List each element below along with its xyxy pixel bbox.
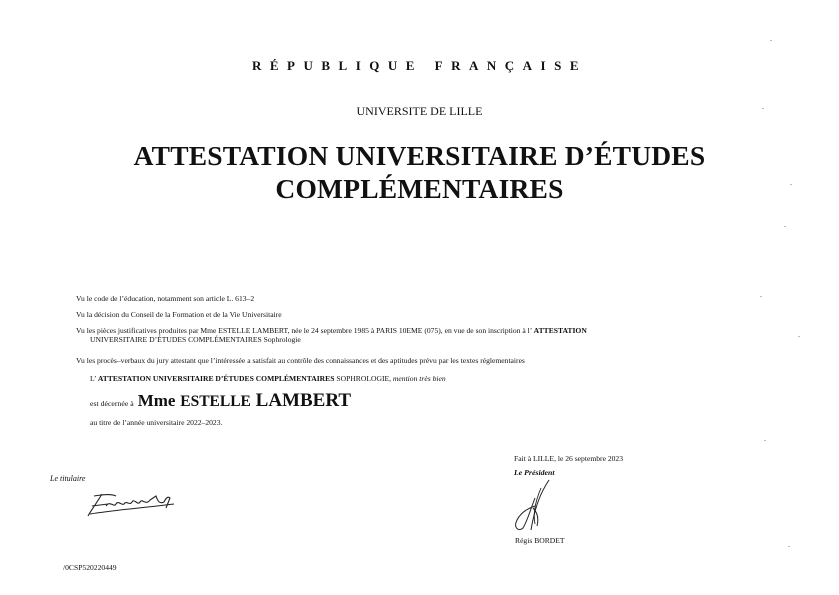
consideration-line-2: Vu la décision du Conseil de la Formation et de la Vie Universitaire — [76, 310, 282, 319]
consideration-line-3b: UNIVERSITAIRE D’ÉTUDES COMPLÉMENTAIRES Sophrologie — [90, 335, 301, 344]
scan-speck — [790, 184, 792, 185]
recipient-civility: Mme — [137, 391, 176, 410]
academic-year: au titre de l’année universitaire 2022–2023. — [90, 418, 223, 427]
consideration-line-3 — [76, 326, 587, 335]
president-label: Le Président — [514, 468, 555, 477]
recipient-last-name: LAMBERT — [255, 390, 352, 411]
university-name: UNIVERSITE DE LILLE — [356, 104, 483, 118]
scan-speck — [784, 226, 786, 227]
president-name: Régis BORDET — [515, 536, 565, 545]
scan-speck — [760, 296, 762, 297]
titulaire-label: Le titulaire — [50, 474, 86, 483]
scan-speck — [798, 336, 800, 337]
consideration-line-1: Vu le code de l’éducation, notamment son article L. 613–2 — [76, 294, 255, 303]
consideration-line-3-bold: ATTESTATION — [533, 326, 587, 335]
award-recipient-line — [90, 390, 351, 412]
republique-heading: RÉPUBLIQUE FRANÇAISE — [251, 58, 588, 73]
fait-a-lille: Fait à LILLE, le 26 septembre 2023 — [514, 454, 624, 463]
scan-speck — [770, 40, 772, 41]
scan-speck — [762, 108, 764, 109]
consideration-line-4: Vu les procès–verbaux du jury attestant que l’intéressée a satisfait au contrôle des connaissances et des aptitudes prévu par les textes réglementaires — [76, 356, 525, 365]
recipient-name — [138, 390, 351, 411]
award-speciality: SOPHROLOGIE, — [336, 374, 392, 383]
award-prefix: L’ — [90, 374, 96, 383]
decernee-label: est décernée à — [90, 399, 134, 408]
award-mention: mention très bien — [392, 374, 446, 383]
scan-speck — [764, 440, 766, 441]
titulaire-signature — [86, 486, 176, 520]
award-diploma: ATTESTATION UNIVERSITAIRE D’ÉTUDES COMPLÉMENTAIRES — [97, 374, 335, 383]
title-line-1: ATTESTATION UNIVERSITAIRE D’ÉTUDES — [133, 140, 706, 171]
title-line-2: COMPLÉMENTAIRES — [275, 173, 564, 204]
scan-speck — [788, 546, 790, 547]
certificate-title — [0, 139, 839, 205]
recipient-first-name: ESTELLE — [180, 393, 251, 410]
document-code: /0CSP520220449 — [63, 563, 117, 572]
consideration-line-3-text: Vu les pièces justificatives produites par Mme ESTELLE LAMBERT, née le 24 septembre 1985 à PARIS 10EME (075), en vue de son inscription à l’ — [76, 326, 532, 335]
president-signature — [505, 478, 565, 536]
award-statement — [90, 374, 446, 383]
